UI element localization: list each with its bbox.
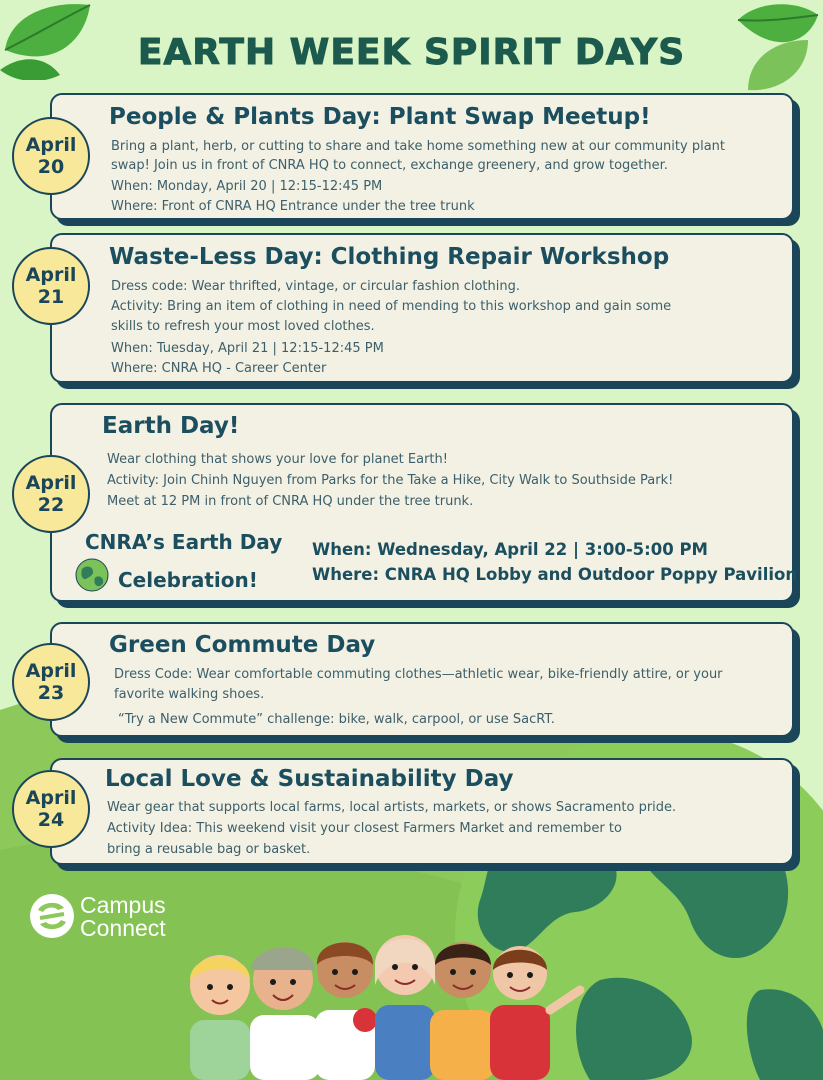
day-challenge: “Try a New Commute” challenge: bike, walk, carpool, or use SacRT. — [118, 712, 555, 727]
day-where: Where: CNRA HQ - Career Center — [111, 361, 327, 376]
children-illustration — [165, 925, 595, 1080]
celebration-where: Where: CNRA HQ Lobby and Outdoor Poppy Pavilion — [312, 565, 798, 584]
day-activity-line: Activity: Bring an item of clothing in need of mending to this workshop and gain some — [111, 299, 672, 314]
date-badge — [12, 770, 90, 848]
day-activity-line: bring a reusable bag or basket. — [107, 842, 311, 857]
date-badge — [12, 117, 90, 195]
date-day: 23 — [37, 682, 65, 704]
date-month: April — [25, 660, 77, 682]
day-dress-code: favorite walking shoes. — [114, 687, 265, 702]
date-month: April — [25, 134, 77, 156]
page-title: EARTH WEEK SPIRIT DAYS — [137, 32, 686, 73]
date-month: April — [25, 472, 77, 494]
day-activity-line: Activity Idea: This weekend visit your closest Farmers Market and remember to — [107, 821, 622, 836]
date-badge — [12, 455, 90, 533]
celebration-when: When: Wednesday, April 22 | 3:00-5:00 PM — [312, 540, 708, 559]
child-figure — [375, 935, 435, 1080]
day-when: When: Monday, April 20 | 12:15-12:45 PM — [111, 179, 383, 194]
date-day: 22 — [37, 494, 65, 516]
date-badge — [12, 247, 90, 325]
child-figure — [190, 955, 250, 1080]
day-heading: Waste-Less Day: Clothing Repair Workshop — [109, 244, 670, 270]
day-description-line: Wear clothing that shows your love for planet Earth! — [107, 452, 448, 467]
day-heading: Earth Day! — [102, 413, 240, 439]
day-activity-line: Activity: Join Chinh Nguyen from Parks for the Take a Hike, City Walk to Southside Park! — [107, 473, 674, 488]
child-figure — [490, 946, 580, 1080]
celebration-subtitle: Celebration! — [118, 568, 258, 592]
date-day: 21 — [37, 286, 65, 308]
day-card-april-22 — [50, 403, 798, 602]
day-dress-code: Dress code: Wear thrifted, vintage, or circular fashion clothing. — [111, 279, 520, 294]
campus-connect-logo-icon — [28, 892, 76, 940]
logo-text — [80, 894, 166, 940]
day-description-line: swap! Join us in front of CNRA HQ to connect, exchange greenery, and grow together. — [111, 158, 668, 173]
day-heading: People & Plants Day: Plant Swap Meetup! — [109, 104, 651, 130]
date-badge — [12, 643, 90, 721]
day-dress-code: Dress Code: Wear comfortable commuting clothes—athletic wear, bike-friendly attire, or your — [114, 667, 723, 682]
day-description-line: Wear gear that supports local farms, local artists, markets, or shows Sacramento pride. — [107, 800, 677, 815]
day-card-april-23 — [50, 622, 794, 737]
day-card-april-20 — [50, 93, 794, 220]
logo-line-campus: Campus — [80, 892, 166, 918]
child-figure — [315, 942, 377, 1080]
day-where: Where: Front of CNRA HQ Entrance under the tree trunk — [111, 199, 475, 214]
day-card-april-24 — [50, 758, 794, 865]
day-description-line: Bring a plant, herb, or cutting to share and take home something new at our community plant — [111, 139, 725, 154]
day-card-april-21 — [50, 233, 794, 383]
child-figure — [430, 942, 495, 1080]
day-description-line: Meet at 12 PM in front of CNRA HQ under the tree trunk. — [107, 494, 474, 509]
day-heading: Green Commute Day — [109, 632, 376, 658]
logo-line-connect: Connect — [80, 915, 166, 941]
day-when: When: Tuesday, April 21 | 12:15-12:45 PM — [111, 341, 384, 356]
day-heading: Local Love & Sustainability Day — [105, 766, 514, 792]
date-month: April — [25, 264, 77, 286]
date-day: 24 — [37, 809, 65, 831]
day-activity-line: skills to refresh your most loved clothes. — [111, 319, 375, 334]
globe-icon — [74, 557, 110, 593]
celebration-title: CNRA’s Earth Day — [85, 530, 283, 554]
date-day: 20 — [37, 156, 65, 178]
child-figure — [250, 948, 320, 1080]
date-month: April — [25, 787, 77, 809]
